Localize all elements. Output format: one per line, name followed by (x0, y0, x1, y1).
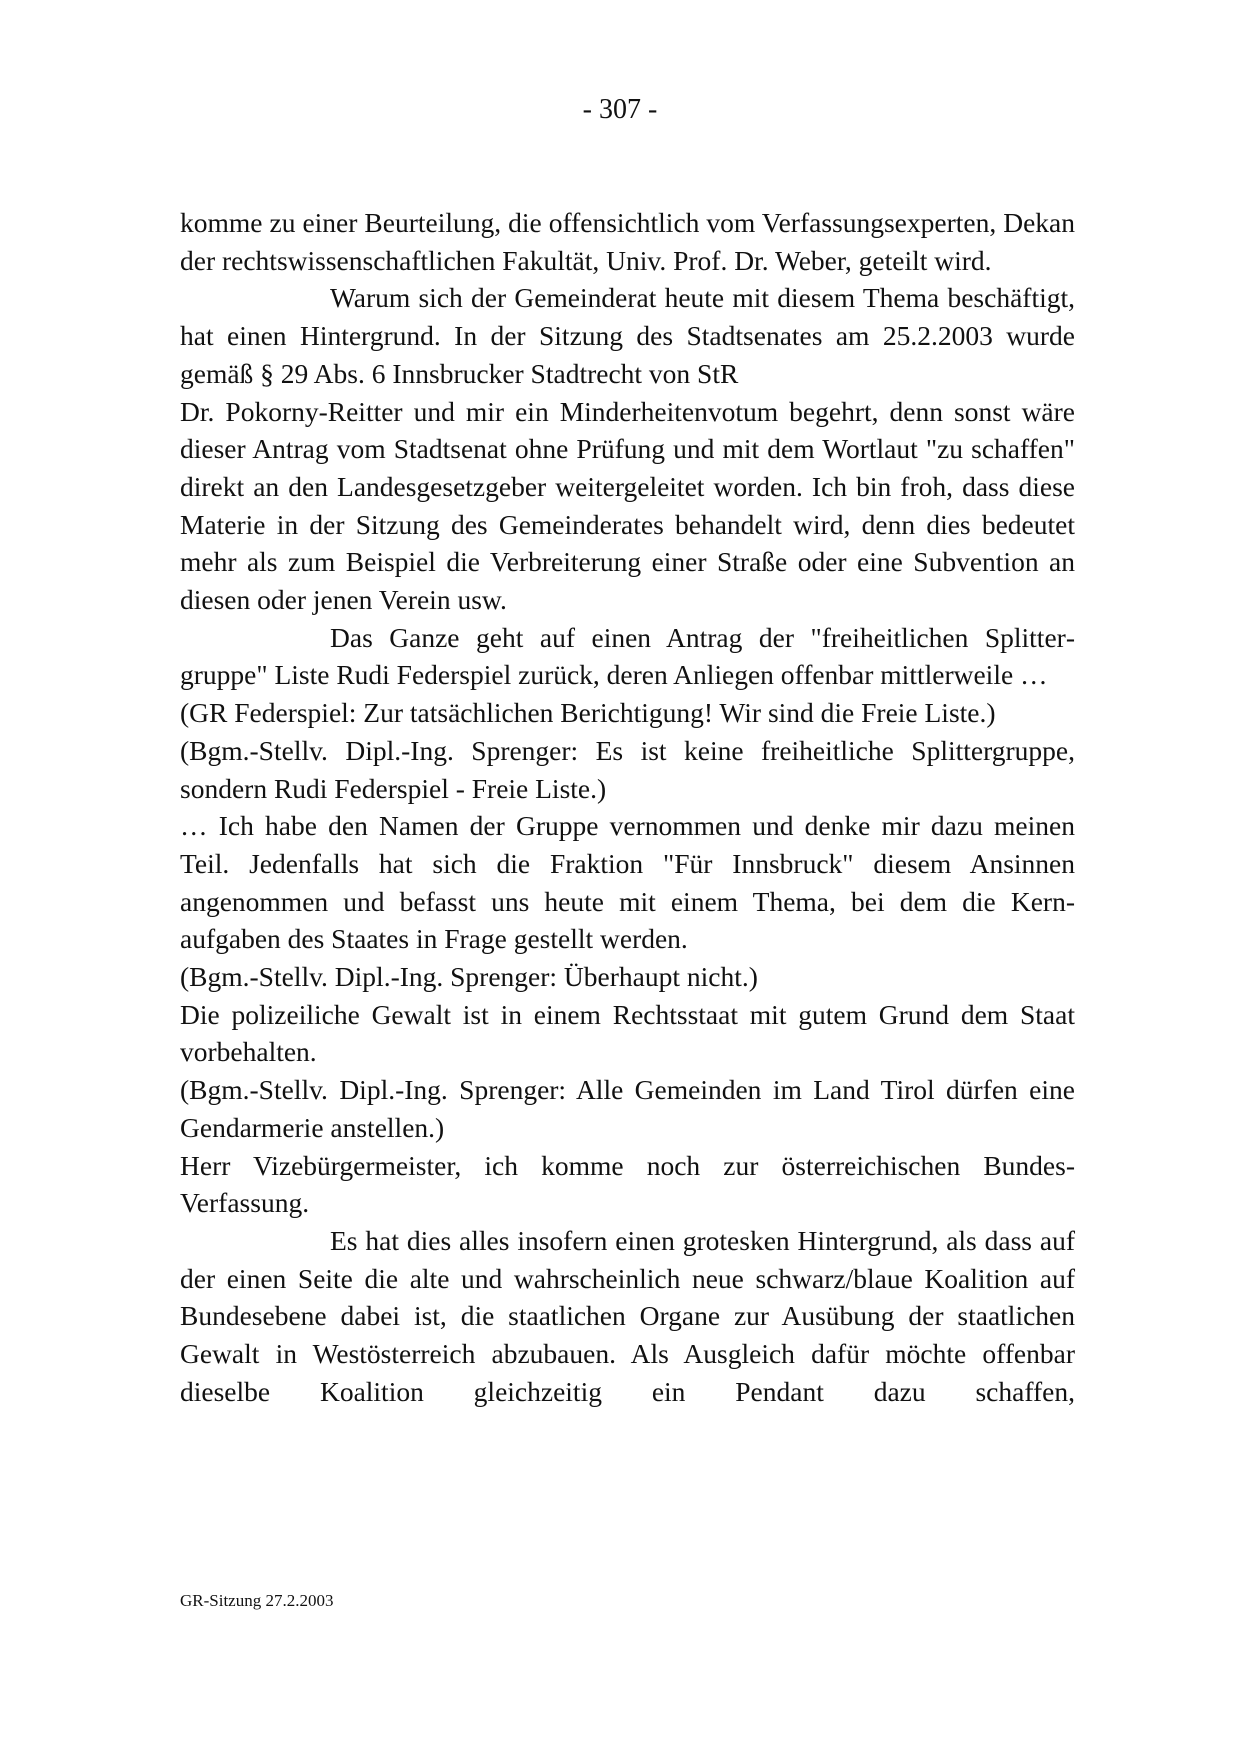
interjection-federspiel: (GR Federspiel: Zur tatsächlichen Berichtigung! Wir sind die Freie Liste.) (180, 697, 996, 729)
paragraph-5: … Ich habe den Namen der Gruppe vernommen und denke mir dazu meinen Teil. Jedenfalls hat sich die Fraktion "Für Innsbruck" diesem Ansinnen angenommen und befasst uns heute mit einem Thema, bei dem die Kernaufgaben des Staates in Frage gestellt werden. (180, 810, 1075, 955)
body-text (180, 204, 1075, 1411)
paragraph-8: Es hat dies alles insofern einen grotesken Hintergrund, als dass auf der einen Seite die alte und wahrscheinlich neue schwarz/blaue Koalition auf Bundesebene dabei ist, die staatlichen Organe zur Ausübung der staatlichen Gewalt in Westösterreich abzubauen. Als Ausgleich dafür möchte offenbar dieselbe Koalition gleichzeitig ein Pendant dazu schaffen, (180, 1224, 1075, 1407)
footer-session-label: GR-Sitzung 27.2.2003 (180, 1591, 334, 1610)
paragraph-4: Das Ganze geht auf einen Antrag der "freiheitlichen Splittergruppe" Liste Rudi Federspiel zurück, deren Anliegen offenbar mittlerweile … (180, 621, 1075, 691)
interjection-sprenger-2: (Bgm.-Stellv. Dipl.-Ing. Sprenger: Überhaupt nicht.) (180, 961, 758, 993)
paragraph-2: Warum sich der Gemeinderat heute mit diesem Thema beschäftigt, hat einen Hintergrund. In der Sitzung des Stadtsenates am 25.2.2003 wurde gemäß § 29 Abs. 6 Innsbrucker Stadtrecht von StR (180, 282, 1075, 389)
interjection-sprenger-1: (Bgm.-Stellv. Dipl.-Ing. Sprenger: Es ist keine freiheitliche Splittergruppe, sondern Rudi Federspiel - Freie Liste.) (180, 734, 1075, 804)
interjection-sprenger-3: (Bgm.-Stellv. Dipl.-Ing. Sprenger: Alle Gemeinden im Land Tirol dürfen eine Gendarmerie anstellen.) (180, 1074, 1075, 1143)
paragraph-1: komme zu einer Beurteilung, die offensichtlich vom Verfassungsexperten, Dekan der rechtswissenschaftlichen Fakultät, Univ. Prof. Dr. Weber, geteilt wird. (180, 207, 1075, 276)
paragraph-3: Dr. Pokorny-Reitter und mir ein Minderheitenvotum begehrt, denn sonst wäre dieser Antrag vom Stadtsenat ohne Prüfung und mit dem Wortlaut "zu schaffen" direkt an den Landesgesetzgeber weitergeleitet worden. Ich bin froh, dass diese Materie in der Sitzung des Gemeinderates behandelt wird, denn dies bedeutet mehr als zum Beispiel die Verbreiterung einer Straße oder eine Subvention an diesen oder jenen Verein usw. (180, 395, 1075, 616)
paragraph-6: Die polizeiliche Gewalt ist in einem Rechtsstaat mit gutem Grund dem Staat vorbehalten. (180, 998, 1075, 1068)
paragraph-7: Herr Vizebürgermeister, ich komme noch zur österreichischen Bundes-Verfassung. (180, 1149, 1075, 1219)
page-number: - 307 - (582, 94, 658, 125)
